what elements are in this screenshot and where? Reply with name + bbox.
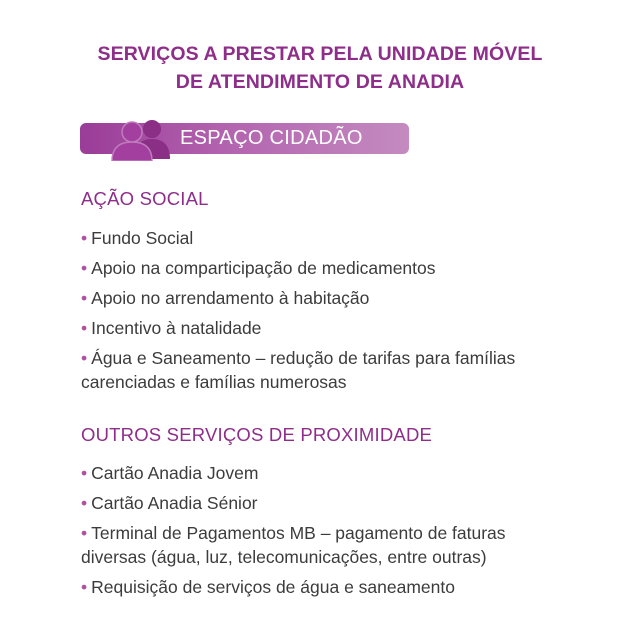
bullet-icon: •: [81, 318, 88, 338]
list-item: [81, 521, 581, 569]
bullet-icon: •: [81, 493, 88, 513]
page-title-line-2: DE ATENDIMENTO DE ANADIA: [175, 71, 465, 93]
list-item-text: Cartão Anadia Sénior: [91, 493, 258, 513]
list-item-text: Cartão Anadia Jovem: [91, 463, 259, 483]
list-item: [81, 575, 581, 599]
page-title-line-1: SERVIÇOS A PRESTAR PELA UNIDADE MÓVEL: [97, 43, 543, 65]
list-item: [81, 256, 581, 280]
bullet-icon: •: [81, 258, 88, 278]
list-item: [81, 461, 581, 485]
list-item-text: Fundo Social: [91, 228, 194, 248]
list-item-text: Incentivo à natalidade: [91, 318, 262, 338]
espaco-cidadao-banner: [80, 123, 409, 154]
bullet-icon: •: [81, 288, 88, 308]
list-item-text: Terminal de Pagamentos MB – pagamento de faturas: [91, 523, 506, 543]
bullet-icon: •: [81, 463, 88, 483]
banner-label: ESPAÇO CIDADÃO: [180, 127, 363, 149]
outros-servicos-list: [81, 461, 581, 605]
list-item-text: Requisição de serviços de água e saneamento: [91, 577, 455, 597]
list-item: [81, 316, 581, 340]
section-heading-acao-social: AÇÃO SOCIAL: [81, 188, 209, 209]
list-item-text: Apoio na comparticipação de medicamentos: [91, 258, 436, 278]
list-item: [81, 286, 581, 310]
section-heading-outros-servicos: OUTROS SERVIÇOS DE PROXIMIDADE: [81, 424, 433, 445]
list-item: [81, 491, 581, 515]
list-item-text-continued: diversas (água, luz, telecomunicações, entre outras): [81, 547, 487, 567]
bullet-icon: •: [81, 228, 88, 248]
bullet-icon: •: [81, 577, 88, 597]
acao-social-list: [81, 226, 581, 400]
page-title: [0, 40, 640, 96]
list-item: [81, 226, 581, 250]
bullet-icon: •: [81, 523, 88, 543]
bullet-icon: •: [81, 348, 88, 368]
list-item-text: Água e Saneamento – redução de tarifas para famílias: [91, 348, 516, 368]
list-item-text: Apoio no arrendamento à habitação: [91, 288, 370, 308]
list-item: [81, 346, 581, 394]
list-item-text-continued: carenciadas e famílias numerosas: [81, 372, 347, 392]
people-icon: [110, 117, 174, 161]
